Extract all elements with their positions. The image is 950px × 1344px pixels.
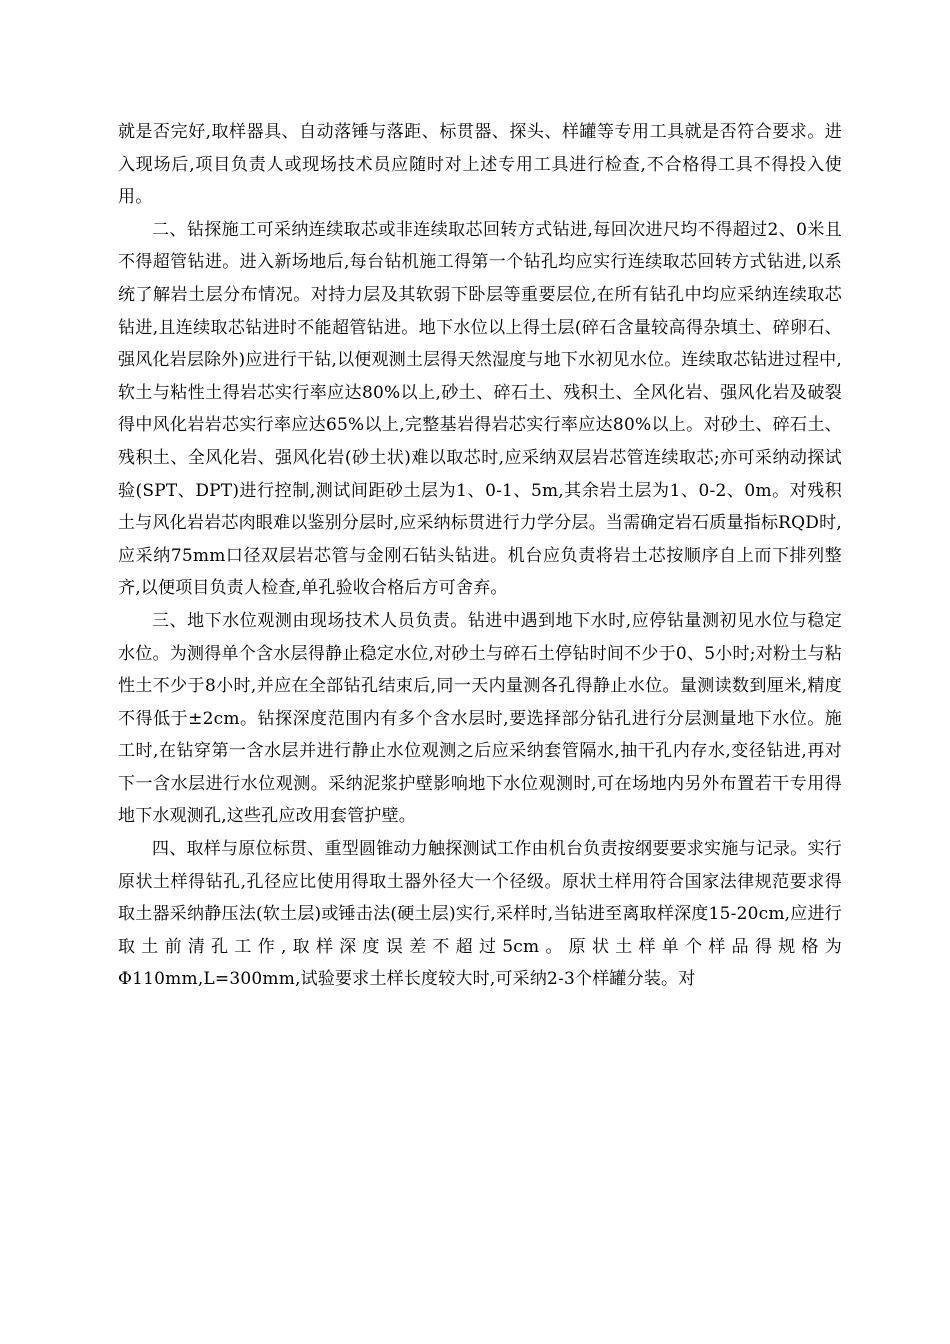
paragraph-continuation: 就是否完好,取样器具、自动落锤与落距、标贯器、探头、样罐等专用工具就是否符合要求。进入现场后,项目负责人或现场技术员应随时对上述专用工具进行检查,不合格得工具不得投入使用。	[118, 122, 842, 208]
paragraph-groundwater: 三、地下水位观测由现场技术人员负责。钻进中遇到地下水时,应停钻量测初见水位与稳定水位。为测得单个含水层得静止稳定水位,对砂土与碎石土停钻时间不少于0、5小时;对粉土与粘性土不少于8小时,并应在全部钻孔结束后,同一天内量测各孔得静止水位。量测读数到厘米,精度不得低于±2cm。钻探深度范围内有多个含水层时,要选择部分钻孔进行分层测量地下水位。施工时,在钻穿第一含水层并进行静止水位观测之后应采纳套管隔水,抽干孔内存水,变径钻进,再对下一含水层进行水位观测。采纳泥浆护壁影响地下水位观测时,可在场地内另外布置若干专用得地下水观测孔,这些孔应改用套管护壁。	[118, 610, 842, 827]
paragraph-drilling: 二、钻探施工可采纳连续取芯或非连续取芯回转方式钻进,每回次进尺均不得超过2、0米且不得超管钻进。进入新场地后,每台钻机施工得第一个钻孔均应实行连续取芯回转方式钻进,以系统了解岩土层分布情况。对持力层及其软弱下卧层等重要层位,在所有钻孔中均应采纳连续取芯钻进,且连续取芯钻进时不能超管钻进。地下水位以上得土层(碎石含量较高得杂填土、碎卵石、强风化岩层除外)应进行干钻,以便观测土层得天然湿度与地下水初见水位。连续取芯钻进过程中,软土与粘性土得岩芯实行率应达80%以上,砂土、碎石土、残积土、全风化岩、强风化岩及破裂得中风化岩岩芯实行率应达65%以上,完整基岩得岩芯实行率应达80%以上。对砂土、碎石土、残积土、全风化岩、强风化岩(砂土状)难以取芯时,应采纳双层岩芯管连续取芯;亦可采纳动探试验(SPT、DPT)进行控制,测试间距砂土层为1、0-1、5m,其余岩土层为1、0-2、0m。对残积土与风化岩岩芯肉眼难以鉴别分层时,应采纳标贯进行力学分层。当需确定岩石质量指标RQD时,应采纳75mm口径双层岩芯管与金刚石钻头钻进。机台应负责将岩土芯按顺序自上而下排列整齐,以便项目负责人检查,单孔验收合格后方可舍弃。	[118, 219, 842, 599]
paragraph-sampling: 四、取样与原位标贯、重型圆锥动力触探测试工作由机台负责按纲要要求实施与记录。实行原状土样得钻孔,孔径应比使用得取土器外径大一个径级。原状土样用符合国家法律规范要求得取土器采纳静压法(软土层)或锤击法(硬土层)实行,采样时,当钻进至离取样深度15-20cm,应进行取土前清孔工作,取样深度误差不超过5cm。原状土样单个样品得规格为Φ110mm,L=300mm,试验要求土样长度较大时,可采纳2-3个样罐分装。对	[118, 839, 842, 990]
document-body	[118, 116, 842, 996]
